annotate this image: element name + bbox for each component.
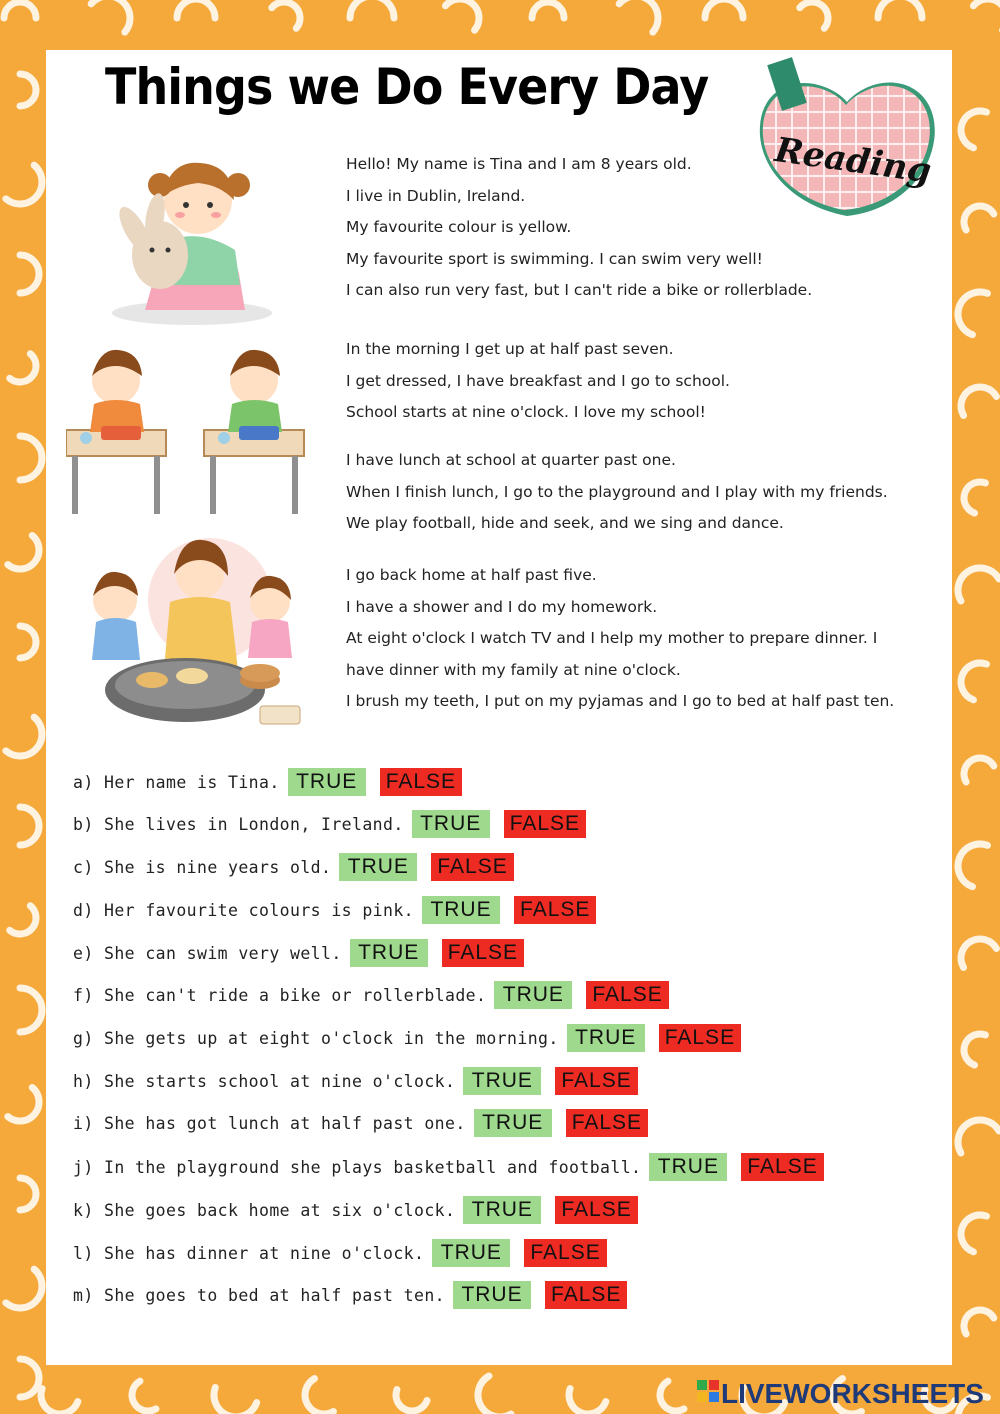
true-option-button[interactable]: TRUE <box>494 981 572 1009</box>
arc-decoration <box>973 0 1000 30</box>
arc-decoration <box>958 200 994 230</box>
page-title: Things we Do Every Day <box>105 58 709 116</box>
true-option-button[interactable]: TRUE <box>649 1153 727 1181</box>
paragraph-line: In the morning I get up at half past seven. <box>346 340 674 358</box>
false-option-button[interactable]: FALSE <box>442 939 524 967</box>
arc-decoration <box>10 906 43 941</box>
arc-decoration <box>20 1178 36 1210</box>
arc-decoration <box>532 2 564 18</box>
true-option-button[interactable]: TRUE <box>463 1196 541 1224</box>
paragraph-line: have dinner with my family at nine o'clock. <box>346 660 681 679</box>
arc-decoration <box>8 1087 47 1128</box>
paragraph-line: My favourite sport is swimming. I can swim very well! <box>346 249 763 268</box>
arc-decoration <box>956 1210 987 1252</box>
true-option-button[interactable]: TRUE <box>453 1281 531 1309</box>
arc-decoration <box>20 255 39 293</box>
paragraph-line: Hello! My name is Tina and I am 8 years old. <box>346 155 692 173</box>
paragraph-lunch <box>346 445 888 540</box>
false-option-button[interactable]: FALSE <box>566 1109 648 1137</box>
paragraph-line: When I finish lunch, I go to the playground and I play with my friends. <box>346 482 888 501</box>
arc-decoration <box>20 74 36 106</box>
true-option-button[interactable]: TRUE <box>463 1067 541 1095</box>
arc-decoration <box>950 560 999 601</box>
liveworksheets-logo <box>697 1378 984 1410</box>
arc-decoration <box>126 1381 156 1414</box>
true-option-button[interactable]: TRUE <box>432 1239 510 1267</box>
paragraph-line: I go back home at half past five. <box>346 566 597 584</box>
arc-decoration <box>20 626 36 658</box>
question-row <box>73 1109 648 1137</box>
arc-decoration <box>958 752 994 782</box>
false-option-button[interactable]: FALSE <box>431 853 513 881</box>
false-option-button[interactable]: FALSE <box>524 1239 606 1267</box>
arc-decoration <box>952 838 988 887</box>
girl-with-bunny-illustration <box>100 145 285 330</box>
paragraph-morning <box>346 334 730 429</box>
question-text: c) She is nine years old. <box>73 857 332 877</box>
question-text: a) Her name is Tina. <box>73 772 280 792</box>
arc-decoration <box>20 988 42 1032</box>
arc-decoration <box>391 1390 427 1414</box>
question-row <box>73 768 462 796</box>
arc-decoration <box>952 286 988 335</box>
paragraph-evening <box>346 560 894 718</box>
question-row <box>73 853 514 881</box>
question-text: i) She has got lunch at half past one. <box>73 1113 466 1133</box>
paragraph-line: I live in Dublin, Ireland. <box>346 186 526 205</box>
arc-decoration <box>91 0 139 32</box>
badge-label: Reading <box>772 130 934 192</box>
arc-decoration <box>954 932 996 967</box>
false-option-button[interactable]: FALSE <box>504 810 586 838</box>
arc-decoration <box>20 436 42 480</box>
true-option-button[interactable]: TRUE <box>339 853 417 881</box>
true-option-button[interactable]: TRUE <box>567 1024 645 1052</box>
arc-decoration <box>272 0 307 28</box>
arc-decoration <box>20 1359 39 1397</box>
arc-decoration <box>619 0 667 32</box>
paragraph-line: I brush my teeth, I put on my pyjamas and I go to bed at half past ten. <box>346 692 895 710</box>
kids-eating-lunch-illustration <box>66 340 306 520</box>
true-option-button[interactable]: TRUE <box>350 939 428 967</box>
question-text: f) She can't ride a bike or rollerblade. <box>73 985 487 1005</box>
arc-decoration <box>954 380 996 415</box>
arc-decoration <box>177 0 215 18</box>
liveworksheets-logo-icon <box>697 1380 721 1408</box>
paragraph-line: I get dressed, I have breakfast and I go to school. <box>346 371 730 390</box>
question-row <box>73 981 669 1009</box>
false-option-button[interactable]: FALSE <box>555 1196 637 1224</box>
true-option-button[interactable]: TRUE <box>422 896 500 924</box>
question-text: j) In the playground she plays basketball and football. <box>73 1157 642 1177</box>
question-text: k) She goes back home at six o'clock. <box>73 1200 456 1220</box>
question-row <box>73 896 596 924</box>
question-row <box>73 1024 741 1052</box>
question-text: g) She gets up at eight o'clock in the morning. <box>73 1028 559 1048</box>
arc-decoration <box>208 1387 257 1414</box>
arc-decoration <box>950 1112 999 1153</box>
arc-decoration <box>10 354 43 389</box>
paragraph-line: We play football, hide and seek, and we sing and dance. <box>346 514 784 532</box>
arc-decoration <box>6 717 51 765</box>
paragraph-line: At eight o'clock I watch TV and I help my mother to prepare dinner. I <box>346 629 878 647</box>
false-option-button[interactable]: FALSE <box>586 981 668 1009</box>
true-option-button[interactable]: TRUE <box>412 810 490 838</box>
question-row <box>73 1067 638 1095</box>
paragraph-line: I have lunch at school at quarter past one. <box>346 451 676 469</box>
paragraph-line: School starts at nine o'clock. I love my school! <box>346 403 706 421</box>
false-option-button[interactable]: FALSE <box>659 1024 741 1052</box>
family-cooking-illustration <box>70 530 310 740</box>
question-row <box>73 1196 638 1224</box>
arc-decoration <box>350 0 394 18</box>
question-text: b) She lives in London, Ireland. <box>73 814 404 834</box>
arc-decoration <box>36 1389 78 1414</box>
question-text: m) She goes to bed at half past ten. <box>73 1285 446 1305</box>
arc-decoration <box>6 1269 51 1317</box>
arc-decoration <box>956 658 987 700</box>
false-option-button[interactable]: FALSE <box>741 1153 823 1181</box>
arc-decoration <box>445 0 486 30</box>
arc-decoration <box>800 0 835 28</box>
question-text: e) She can swim very well. <box>73 943 342 963</box>
arc-decoration <box>470 1376 511 1414</box>
arc-decoration <box>654 1381 684 1414</box>
paragraph-line: I have a shower and I do my homework. <box>346 597 658 616</box>
question-row <box>73 1281 627 1309</box>
paragraph-line: My favourite colour is yellow. <box>346 218 572 236</box>
question-row <box>73 810 586 838</box>
arc-decoration <box>956 106 987 148</box>
arc-decoration <box>4 2 36 18</box>
arc-decoration <box>878 0 922 18</box>
paragraph-line: I can also run very fast, but I can't ride a bike or rollerblade. <box>346 281 813 299</box>
arc-decoration <box>20 807 39 845</box>
arc-decoration <box>298 1379 333 1414</box>
question-text: d) Her favourite colours is pink. <box>73 900 415 920</box>
false-option-button[interactable]: FALSE <box>545 1281 627 1309</box>
question-row <box>73 1153 824 1181</box>
arc-decoration <box>6 165 51 213</box>
question-row <box>73 939 524 967</box>
true-option-button[interactable]: TRUE <box>474 1109 552 1137</box>
arc-decoration <box>705 0 743 18</box>
question-text: l) She has dinner at nine o'clock. <box>73 1243 425 1263</box>
question-text: h) She starts school at nine o'clock. <box>73 1071 456 1091</box>
false-option-button[interactable]: FALSE <box>380 768 462 796</box>
logo-text: LIVEWORKSHEETS <box>721 1378 984 1409</box>
arc-decoration <box>564 1389 606 1414</box>
false-option-button[interactable]: FALSE <box>555 1067 637 1095</box>
arc-decoration <box>959 1029 985 1065</box>
paragraph-intro <box>346 149 812 307</box>
arc-decoration <box>958 1304 994 1334</box>
true-option-button[interactable]: TRUE <box>288 768 366 796</box>
arc-decoration <box>8 535 47 576</box>
false-option-button[interactable]: FALSE <box>514 896 596 924</box>
arc-decoration <box>959 477 985 513</box>
question-row <box>73 1239 607 1267</box>
